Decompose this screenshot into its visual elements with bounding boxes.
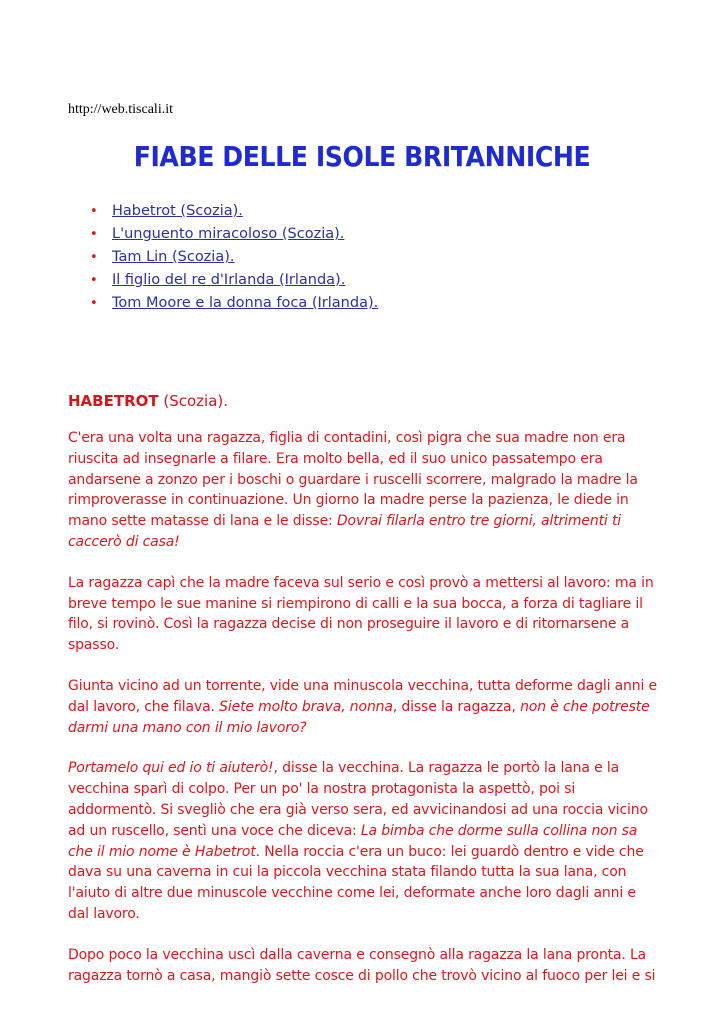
italic-quote: La bimba che dorme sulla collina non sa che il mio nome è Habetrot — [68, 822, 638, 860]
toc-link-habetrot[interactable]: Habetrot (Scozia). — [112, 203, 243, 219]
story-heading-region: (Scozia). — [158, 392, 229, 410]
paragraph-text: . Nella roccia c'era un buco: lei guardò dentro e vide che dava su una caverna in cui la piccola vecchina stata filando tutta la sua lana, con l'aiuto di altre due minuscole vecchine come lei, deformate anche loro dagli anni e dal lavoro. — [68, 843, 644, 922]
toc-link-unguento[interactable]: L'unguento miracoloso (Scozia). — [112, 226, 345, 242]
italic-quote: Dovrai filarla entro tre giorni, altrimenti ti caccerò di casa! — [68, 513, 622, 550]
page-title: FIABE DELLE ISOLE BRITANNICHE — [133, 140, 591, 173]
toc-item — [90, 246, 378, 269]
toc-item — [90, 269, 378, 292]
toc-link-tam-lin[interactable]: Tam Lin (Scozia). — [112, 249, 235, 265]
story-heading-title: HABETROT — [68, 392, 159, 410]
story-heading — [68, 390, 658, 412]
italic-quote: Siete molto brava, nonna — [219, 698, 393, 715]
story-paragraph-2: La ragazza capì che la madre faceva sul serio e così provò a mettersi al lavoro: ma in breve tempo le sue manine si riempirono di calli e la sua bocca, a forza di tagliare il filo, si rovinò. Così la ragazza decise di non proseguire il lavoro e di ritornarsene a spasso. — [68, 574, 654, 654]
toc-item — [90, 292, 378, 315]
table-of-contents — [90, 200, 378, 315]
italic-quote: Portamelo qui ed io ti aiuterò! — [68, 760, 274, 777]
paragraph-text: Giunta vicino ad un torrente, vide una minuscola vecchina, tutta deforme dagli anni e dal lavoro, che filava. — [68, 677, 658, 715]
story-paragraph-5: Dopo poco la vecchina uscì dalla caverna e consegnò alla ragazza la lana pronta. La ragazza tornò a casa, mangiò sette cosce di pollo che trovò vicino al fuoco per lei e si — [68, 946, 656, 984]
story-section — [68, 390, 658, 1006]
story-paragraph-4 — [68, 758, 658, 924]
italic-quote: non è che potreste darmi una mano con il mio lavoro? — [68, 698, 650, 736]
toc-item — [90, 200, 378, 223]
toc-link-tom-moore[interactable]: Tom Moore e la donna foca (Irlanda). — [112, 295, 379, 311]
paragraph-text: C'era una volta una ragazza, figlia di contadini, così pigra che sua madre non era riuscita ad insegnarle a filare. Era molto bella, ed il suo unico passatempo era andarsene a zonzo per i boschi o guardare i ruscelli scorrere, malgrado la madre la rimproverasse in continuazione. Un giorno la madre perse la pazienza, le diede in mano sette matasse di lana e le disse: — [68, 430, 638, 530]
source-url: http://web.tiscali.it — [68, 102, 173, 117]
paragraph-text: , disse la ragazza, — [392, 698, 521, 715]
paragraph-text: , disse la vecchina. La ragazza le portò la lana e la vecchina sparì di colpo. Per un po' la nostra protagonista la aspettò, poi si addormentò. Si svegliò che era già verso sera, ed avvicinandosi ad una roccia vicino ad un ruscello, sentì una voce che diceva: — [68, 760, 648, 839]
toc-link-figlio-re[interactable]: Il figlio del re d'Irlanda (Irlanda). — [112, 272, 346, 288]
story-paragraph-1 — [68, 428, 658, 553]
toc-item — [90, 223, 378, 246]
story-paragraph-3 — [68, 676, 658, 738]
